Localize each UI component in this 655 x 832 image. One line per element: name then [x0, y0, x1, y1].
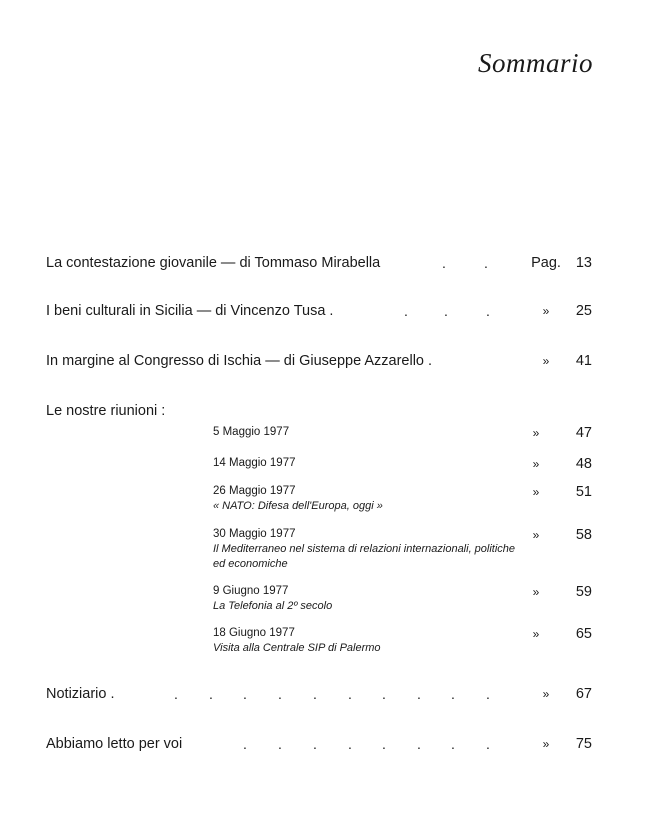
- leader-dot: .: [348, 686, 352, 702]
- leader-dot: .: [451, 736, 455, 752]
- meeting-item: [213, 527, 592, 572]
- toc-entry-text: Notiziario .: [46, 686, 115, 702]
- meeting-page: 48: [575, 456, 592, 472]
- toc-entry: [46, 683, 592, 705]
- toc-entry-text: La contestazione giovanile — di Tommaso Mirabella: [46, 255, 381, 271]
- meeting-prefix: »: [532, 585, 540, 599]
- toc-entry-page: 67: [575, 686, 592, 702]
- toc-entry-prefix: »: [542, 354, 550, 368]
- leader-dot: .: [313, 736, 317, 752]
- meeting-prefix: »: [532, 627, 540, 641]
- meeting-page: 65: [575, 626, 592, 642]
- meeting-prefix: »: [532, 528, 540, 542]
- leader-dot: .: [486, 686, 490, 702]
- toc-entry-page: 41: [575, 353, 592, 369]
- meeting-prefix: »: [532, 485, 540, 499]
- meeting-date: 14 Maggio 1977: [213, 457, 296, 469]
- toc-entry-prefix: Pag.: [531, 255, 561, 271]
- leader-dot: .: [278, 686, 282, 702]
- meeting-description: Visita alla Centrale SIP di Palermo: [213, 642, 381, 654]
- leader-dot: .: [243, 736, 247, 752]
- toc-entry-prefix: »: [542, 737, 550, 751]
- leader-dot: .: [417, 736, 421, 752]
- meeting-page: 47: [575, 425, 592, 441]
- meeting-page: 59: [575, 584, 592, 600]
- meeting-prefix: »: [532, 457, 540, 471]
- leader-dot: .: [348, 736, 352, 752]
- page-title: Sommario: [477, 48, 593, 78]
- toc-entry-text: Abbiamo letto per voi: [46, 736, 183, 752]
- meeting-item: [213, 425, 592, 440]
- meeting-description: La Telefonia al 2º secolo: [213, 600, 333, 612]
- meeting-date: 30 Maggio 1977: [213, 528, 296, 540]
- leader-dot: .: [313, 686, 317, 702]
- toc-entry-text: In margine al Congresso di Ischia — di Giuseppe Azzarello .: [46, 353, 433, 369]
- toc-entry-prefix: »: [542, 687, 550, 701]
- meeting-date: 26 Maggio 1977: [213, 485, 296, 497]
- toc-entry-page: 13: [575, 255, 592, 271]
- leader-dot: .: [486, 736, 490, 752]
- leader-dot: .: [174, 686, 178, 702]
- toc-entry-page: 25: [575, 303, 592, 319]
- meeting-description: Il Mediterraneo nel sistema di relazioni internazionali, politiche ed economiche: [213, 543, 516, 570]
- leader-dot: .: [451, 686, 455, 702]
- toc-entry: [46, 300, 592, 322]
- meeting-item: [213, 584, 592, 614]
- toc-entry-prefix: »: [542, 304, 550, 318]
- toc-entry: [46, 252, 592, 274]
- meeting-item: [213, 484, 592, 514]
- meeting-prefix: »: [532, 426, 540, 440]
- toc-entry-text: I beni culturali in Sicilia — di Vincenzo Tusa .: [46, 303, 334, 319]
- leader-dot: .: [444, 303, 448, 319]
- leader-dot: .: [278, 736, 282, 752]
- leader-dot: .: [442, 255, 446, 271]
- meeting-description: « NATO: Difesa dell'Europa, oggi »: [213, 500, 383, 512]
- leader-dot: .: [243, 686, 247, 702]
- meeting-page: 51: [575, 484, 592, 500]
- leader-dot: .: [404, 303, 408, 319]
- meeting-date: 18 Giugno 1977: [213, 627, 295, 639]
- leader-dot: .: [382, 736, 386, 752]
- toc-entry: [46, 350, 592, 372]
- leader-dot: .: [484, 255, 488, 271]
- meeting-date: 9 Giugno 1977: [213, 585, 289, 597]
- meeting-date: 5 Maggio 1977: [213, 426, 290, 438]
- leader-dot: .: [417, 686, 421, 702]
- toc-entry: [46, 733, 592, 755]
- leader-dot: .: [382, 686, 386, 702]
- leader-dot: .: [486, 303, 490, 319]
- meeting-item: [213, 626, 592, 656]
- meeting-item: [213, 456, 592, 471]
- toc-entry-page: 75: [575, 736, 592, 752]
- leader-dot: .: [209, 686, 213, 702]
- meetings-heading: Le nostre riunioni :: [46, 403, 166, 419]
- meeting-page: 58: [575, 527, 592, 543]
